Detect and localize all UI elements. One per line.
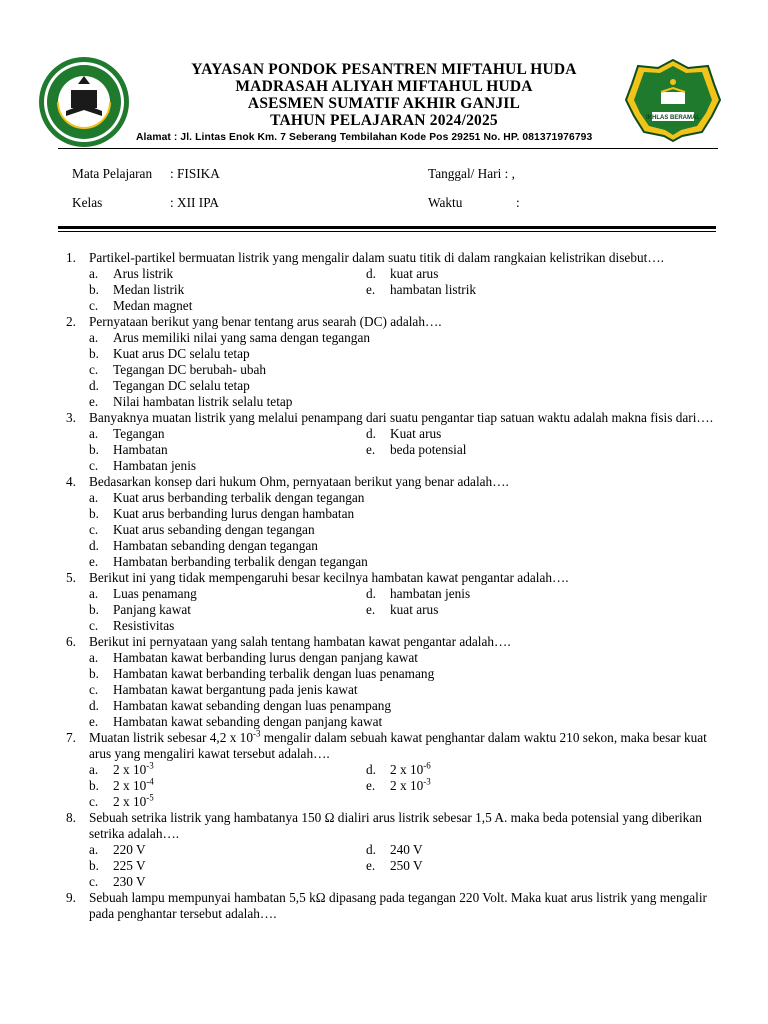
option-text: Hambatan kawat sebanding dengan luas penampang bbox=[113, 698, 392, 713]
question-item bbox=[66, 250, 716, 314]
answer-option bbox=[89, 762, 366, 778]
answer-option bbox=[89, 362, 716, 378]
option-letter: b. bbox=[89, 666, 99, 681]
option-text: Hambatan kawat bergantung pada jenis kawat bbox=[113, 682, 358, 697]
option-text: hambatan jenis bbox=[390, 586, 471, 601]
class-value: : XII IPA bbox=[170, 195, 220, 210]
answer-option bbox=[89, 330, 716, 346]
question-number: 4. bbox=[66, 474, 76, 489]
option-text: Kuat arus DC selalu tetap bbox=[113, 346, 250, 361]
question-item bbox=[66, 890, 716, 922]
option-text: Medan magnet bbox=[113, 298, 193, 313]
time-value: : bbox=[516, 195, 520, 210]
document-header bbox=[0, 0, 768, 150]
option-letter: b. bbox=[89, 506, 99, 521]
option-letter: d. bbox=[366, 762, 376, 777]
answer-option bbox=[366, 442, 666, 458]
class-label: Kelas bbox=[72, 195, 103, 210]
question-item bbox=[66, 314, 716, 410]
option-text: 2 x $10^{-6}$ bbox=[390, 760, 431, 777]
question-text: Sebuah setrika listrik yang hambatanya 150 Ω dialiri arus listrik sebesar 1,5 A. maka beda potensial yang diberikan setrika adalah…. bbox=[89, 810, 702, 841]
option-text: 2 x $10^{-4}$ bbox=[113, 776, 154, 793]
option-letter: d. bbox=[89, 538, 99, 553]
question-item bbox=[66, 730, 716, 810]
ministry-emblem-icon bbox=[624, 58, 722, 142]
answer-option bbox=[89, 874, 366, 890]
answer-option bbox=[366, 858, 666, 874]
option-list bbox=[89, 330, 716, 410]
answer-option bbox=[89, 426, 366, 442]
question-number: 3. bbox=[66, 410, 76, 425]
option-text: 225 V bbox=[113, 858, 146, 873]
option-text: Resistivitas bbox=[113, 618, 175, 633]
option-letter: c. bbox=[89, 298, 99, 313]
option-letter: c. bbox=[89, 458, 99, 473]
option-text: Kuat arus berbanding lurus dengan hambatan bbox=[113, 506, 355, 521]
option-letter: e. bbox=[366, 602, 376, 617]
answer-option bbox=[366, 266, 666, 282]
option-letter: b. bbox=[89, 602, 99, 617]
question-item bbox=[66, 474, 716, 570]
option-letter: d. bbox=[89, 698, 99, 713]
option-letter: b. bbox=[89, 282, 99, 297]
option-letter: c. bbox=[89, 362, 99, 377]
option-letter: d. bbox=[89, 378, 99, 393]
option-text: 2 x $10^{-3}$ bbox=[390, 776, 431, 793]
option-letter: b. bbox=[89, 442, 99, 457]
option-text: Nilai hambatan listrik selalu tetap bbox=[113, 394, 293, 409]
option-text: hambatan listrik bbox=[390, 282, 477, 297]
answer-option bbox=[89, 458, 366, 474]
answer-option bbox=[89, 378, 716, 394]
option-text: Hambatan kawat berbanding lurus dengan panjang kawat bbox=[113, 650, 418, 665]
answer-option bbox=[89, 506, 716, 522]
answer-option bbox=[89, 554, 716, 570]
option-letter: c. bbox=[89, 794, 99, 809]
option-letter: a. bbox=[89, 586, 99, 601]
option-letter: c. bbox=[89, 682, 99, 697]
option-letter: b. bbox=[89, 858, 99, 873]
school-address: Alamat : Jl. Lintas Enok Km. 7 Seberang Tembilahan Kode Pos 29251 No. HP. 081371976793 bbox=[136, 132, 593, 143]
school-emblem-icon bbox=[38, 52, 130, 148]
question-text: Banyaknya muatan listrik yang melalui penampang dari suatu pengantar tiap satuan waktu adalah makna fisis dari…. bbox=[89, 410, 714, 425]
option-list bbox=[89, 650, 716, 730]
answer-option bbox=[89, 682, 716, 698]
option-text: Medan listrik bbox=[113, 282, 185, 297]
option-text: Hambatan kawat sebanding dengan panjang kawat bbox=[113, 714, 383, 729]
option-text: 2 x $10^{-5}$ bbox=[113, 792, 154, 809]
option-text: Tegangan DC berubah- ubah bbox=[113, 362, 267, 377]
option-letter: b. bbox=[89, 346, 99, 361]
option-letter: a. bbox=[89, 762, 99, 777]
answer-option bbox=[366, 282, 666, 298]
option-text: Kuat arus berbanding terbalik dengan tegangan bbox=[113, 490, 365, 505]
option-letter: a. bbox=[89, 426, 99, 441]
question-item bbox=[66, 810, 716, 890]
question-number: 6. bbox=[66, 634, 76, 649]
option-letter: e. bbox=[89, 714, 99, 729]
question-item bbox=[66, 634, 716, 730]
answer-option bbox=[89, 714, 716, 730]
answer-option bbox=[89, 858, 366, 874]
question-number: 5. bbox=[66, 570, 76, 585]
title-line-2: MADRASAH ALIYAH MIFTAHUL HUDA bbox=[235, 78, 533, 95]
option-letter: e. bbox=[89, 554, 99, 569]
answer-option bbox=[89, 442, 366, 458]
info-divider-thin bbox=[58, 231, 716, 232]
answer-option bbox=[366, 842, 666, 858]
option-letter: e. bbox=[366, 858, 376, 873]
answer-option bbox=[366, 426, 666, 442]
answer-option bbox=[366, 602, 666, 618]
question-number: 1. bbox=[66, 250, 76, 265]
option-text: 220 V bbox=[113, 842, 146, 857]
option-text: beda potensial bbox=[390, 442, 467, 457]
option-text: 2 x $10^{-3}$ bbox=[113, 760, 154, 777]
option-text: kuat arus bbox=[390, 602, 439, 617]
title-line-1: YAYASAN PONDOK PESANTREN MIFTAHUL HUDA bbox=[191, 61, 577, 78]
title-line-4: TAHUN PELAJARAN 2024/2025 bbox=[270, 112, 498, 129]
option-text: Luas penamang bbox=[113, 586, 197, 601]
time-label: Waktu bbox=[428, 195, 463, 210]
question-text: Muatan listrik sebesar 4,2 x $10^{-3}$ mengalir dalam sebuah kawat penghantar dalam waktu 210 sekon, maka besar kuat arus yang mengaliri kawat tersebut adalah…. bbox=[89, 728, 707, 761]
option-list bbox=[89, 842, 716, 890]
question-text: Berikut ini yang tidak mempengaruhi besar kecilnya hambatan kawat pengantar adalah…. bbox=[89, 570, 569, 585]
option-letter: b. bbox=[89, 778, 99, 793]
option-text: Hambatan kawat berbanding terbalik dengan luas penamang bbox=[113, 666, 435, 681]
option-list bbox=[89, 586, 716, 634]
answer-option bbox=[89, 842, 366, 858]
answer-option bbox=[89, 266, 366, 282]
question-number: 7. bbox=[66, 730, 76, 745]
question-text: Pernyataan berikut yang benar tentang arus searah (DC) adalah…. bbox=[89, 314, 442, 329]
answer-option bbox=[366, 762, 666, 778]
option-text: Arus memiliki nilai yang sama dengan tegangan bbox=[113, 330, 371, 345]
answer-option bbox=[89, 698, 716, 714]
option-text: Tegangan DC selalu tetap bbox=[113, 378, 250, 393]
option-text: Kuat arus sebanding dengan tegangan bbox=[113, 522, 315, 537]
option-letter: e. bbox=[366, 442, 376, 457]
option-text: 230 V bbox=[113, 874, 146, 889]
question-text: Bedasarkan konsep dari hukum Ohm, pernyataan berikut yang benar adalah…. bbox=[89, 474, 509, 489]
option-text: 240 V bbox=[390, 842, 423, 857]
option-list bbox=[89, 490, 716, 570]
answer-option bbox=[89, 778, 366, 794]
option-letter: e. bbox=[89, 394, 99, 409]
option-letter: a. bbox=[89, 330, 99, 345]
question-list bbox=[66, 250, 716, 922]
question-number: 8. bbox=[66, 810, 76, 825]
option-text: Hambatan jenis bbox=[113, 458, 197, 473]
date-label: Tanggal/ Hari : , bbox=[428, 166, 515, 181]
answer-option bbox=[89, 618, 366, 634]
option-list bbox=[89, 426, 716, 474]
option-letter: d. bbox=[366, 426, 376, 441]
answer-option bbox=[89, 346, 716, 362]
option-letter: a. bbox=[89, 842, 99, 857]
right-logo-text: IKHLAS BERAMAL bbox=[646, 115, 700, 121]
option-letter: d. bbox=[366, 266, 376, 281]
option-text: Panjang kawat bbox=[113, 602, 191, 617]
answer-option bbox=[89, 298, 366, 314]
option-letter: a. bbox=[89, 266, 99, 281]
option-letter: e. bbox=[366, 282, 376, 297]
option-letter: c. bbox=[89, 522, 99, 537]
left-logo-text: MADRASAH ALIYAH bbox=[38, 52, 95, 58]
subject-value: : FISIKA bbox=[170, 166, 220, 181]
question-text: Sebuah lampu mempunyai hambatan 5,5 kΩ dipasang pada tegangan 220 Volt. Maka kuat arus listrik yang mengalir pada penghantar tersebut adalah…. bbox=[89, 890, 707, 921]
option-letter: d. bbox=[366, 586, 376, 601]
subject-label: Mata Pelajaran bbox=[72, 166, 153, 181]
option-letter: c. bbox=[89, 618, 99, 633]
answer-option bbox=[89, 490, 716, 506]
info-divider-thick bbox=[58, 226, 716, 229]
answer-option bbox=[89, 586, 366, 602]
option-text: Arus listrik bbox=[113, 266, 174, 281]
option-letter: d. bbox=[366, 842, 376, 857]
option-letter: a. bbox=[89, 650, 99, 665]
question-item bbox=[66, 570, 716, 634]
option-text: Hambatan sebanding dengan tegangan bbox=[113, 538, 318, 553]
option-text: 250 V bbox=[390, 858, 423, 873]
option-text: Tegangan bbox=[113, 426, 165, 441]
question-item bbox=[66, 410, 716, 474]
option-letter: e. bbox=[366, 778, 376, 793]
option-text: Hambatan bbox=[113, 442, 168, 457]
answer-option bbox=[89, 282, 366, 298]
option-letter: a. bbox=[89, 490, 99, 505]
question-number: 2. bbox=[66, 314, 76, 329]
answer-option bbox=[89, 602, 366, 618]
question-text: Berikut ini pernyataan yang salah tentang hambatan kawat pengantar adalah…. bbox=[89, 634, 511, 649]
option-text: Kuat arus bbox=[390, 426, 442, 441]
question-text: Partikel-partikel bermuatan listrik yang mengalir dalam suatu titik di dalam rangkaian kelistrikan disebut…. bbox=[89, 250, 664, 265]
option-list bbox=[89, 762, 716, 810]
answer-option bbox=[89, 522, 716, 538]
header-divider bbox=[58, 148, 718, 149]
question-number: 9. bbox=[66, 890, 76, 905]
answer-option bbox=[89, 794, 366, 810]
option-list bbox=[89, 266, 716, 314]
answer-option bbox=[89, 538, 716, 554]
option-letter: c. bbox=[89, 874, 99, 889]
answer-option bbox=[89, 650, 716, 666]
institution-title bbox=[140, 61, 628, 129]
answer-option bbox=[89, 394, 716, 410]
title-line-3: ASESMEN SUMATIF AKHIR GANJIL bbox=[247, 95, 521, 112]
answer-option bbox=[366, 586, 666, 602]
option-text: kuat arus bbox=[390, 266, 439, 281]
option-text: Hambatan berbanding terbalik dengan tegangan bbox=[113, 554, 368, 569]
answer-option bbox=[89, 666, 716, 682]
answer-option bbox=[366, 778, 666, 794]
